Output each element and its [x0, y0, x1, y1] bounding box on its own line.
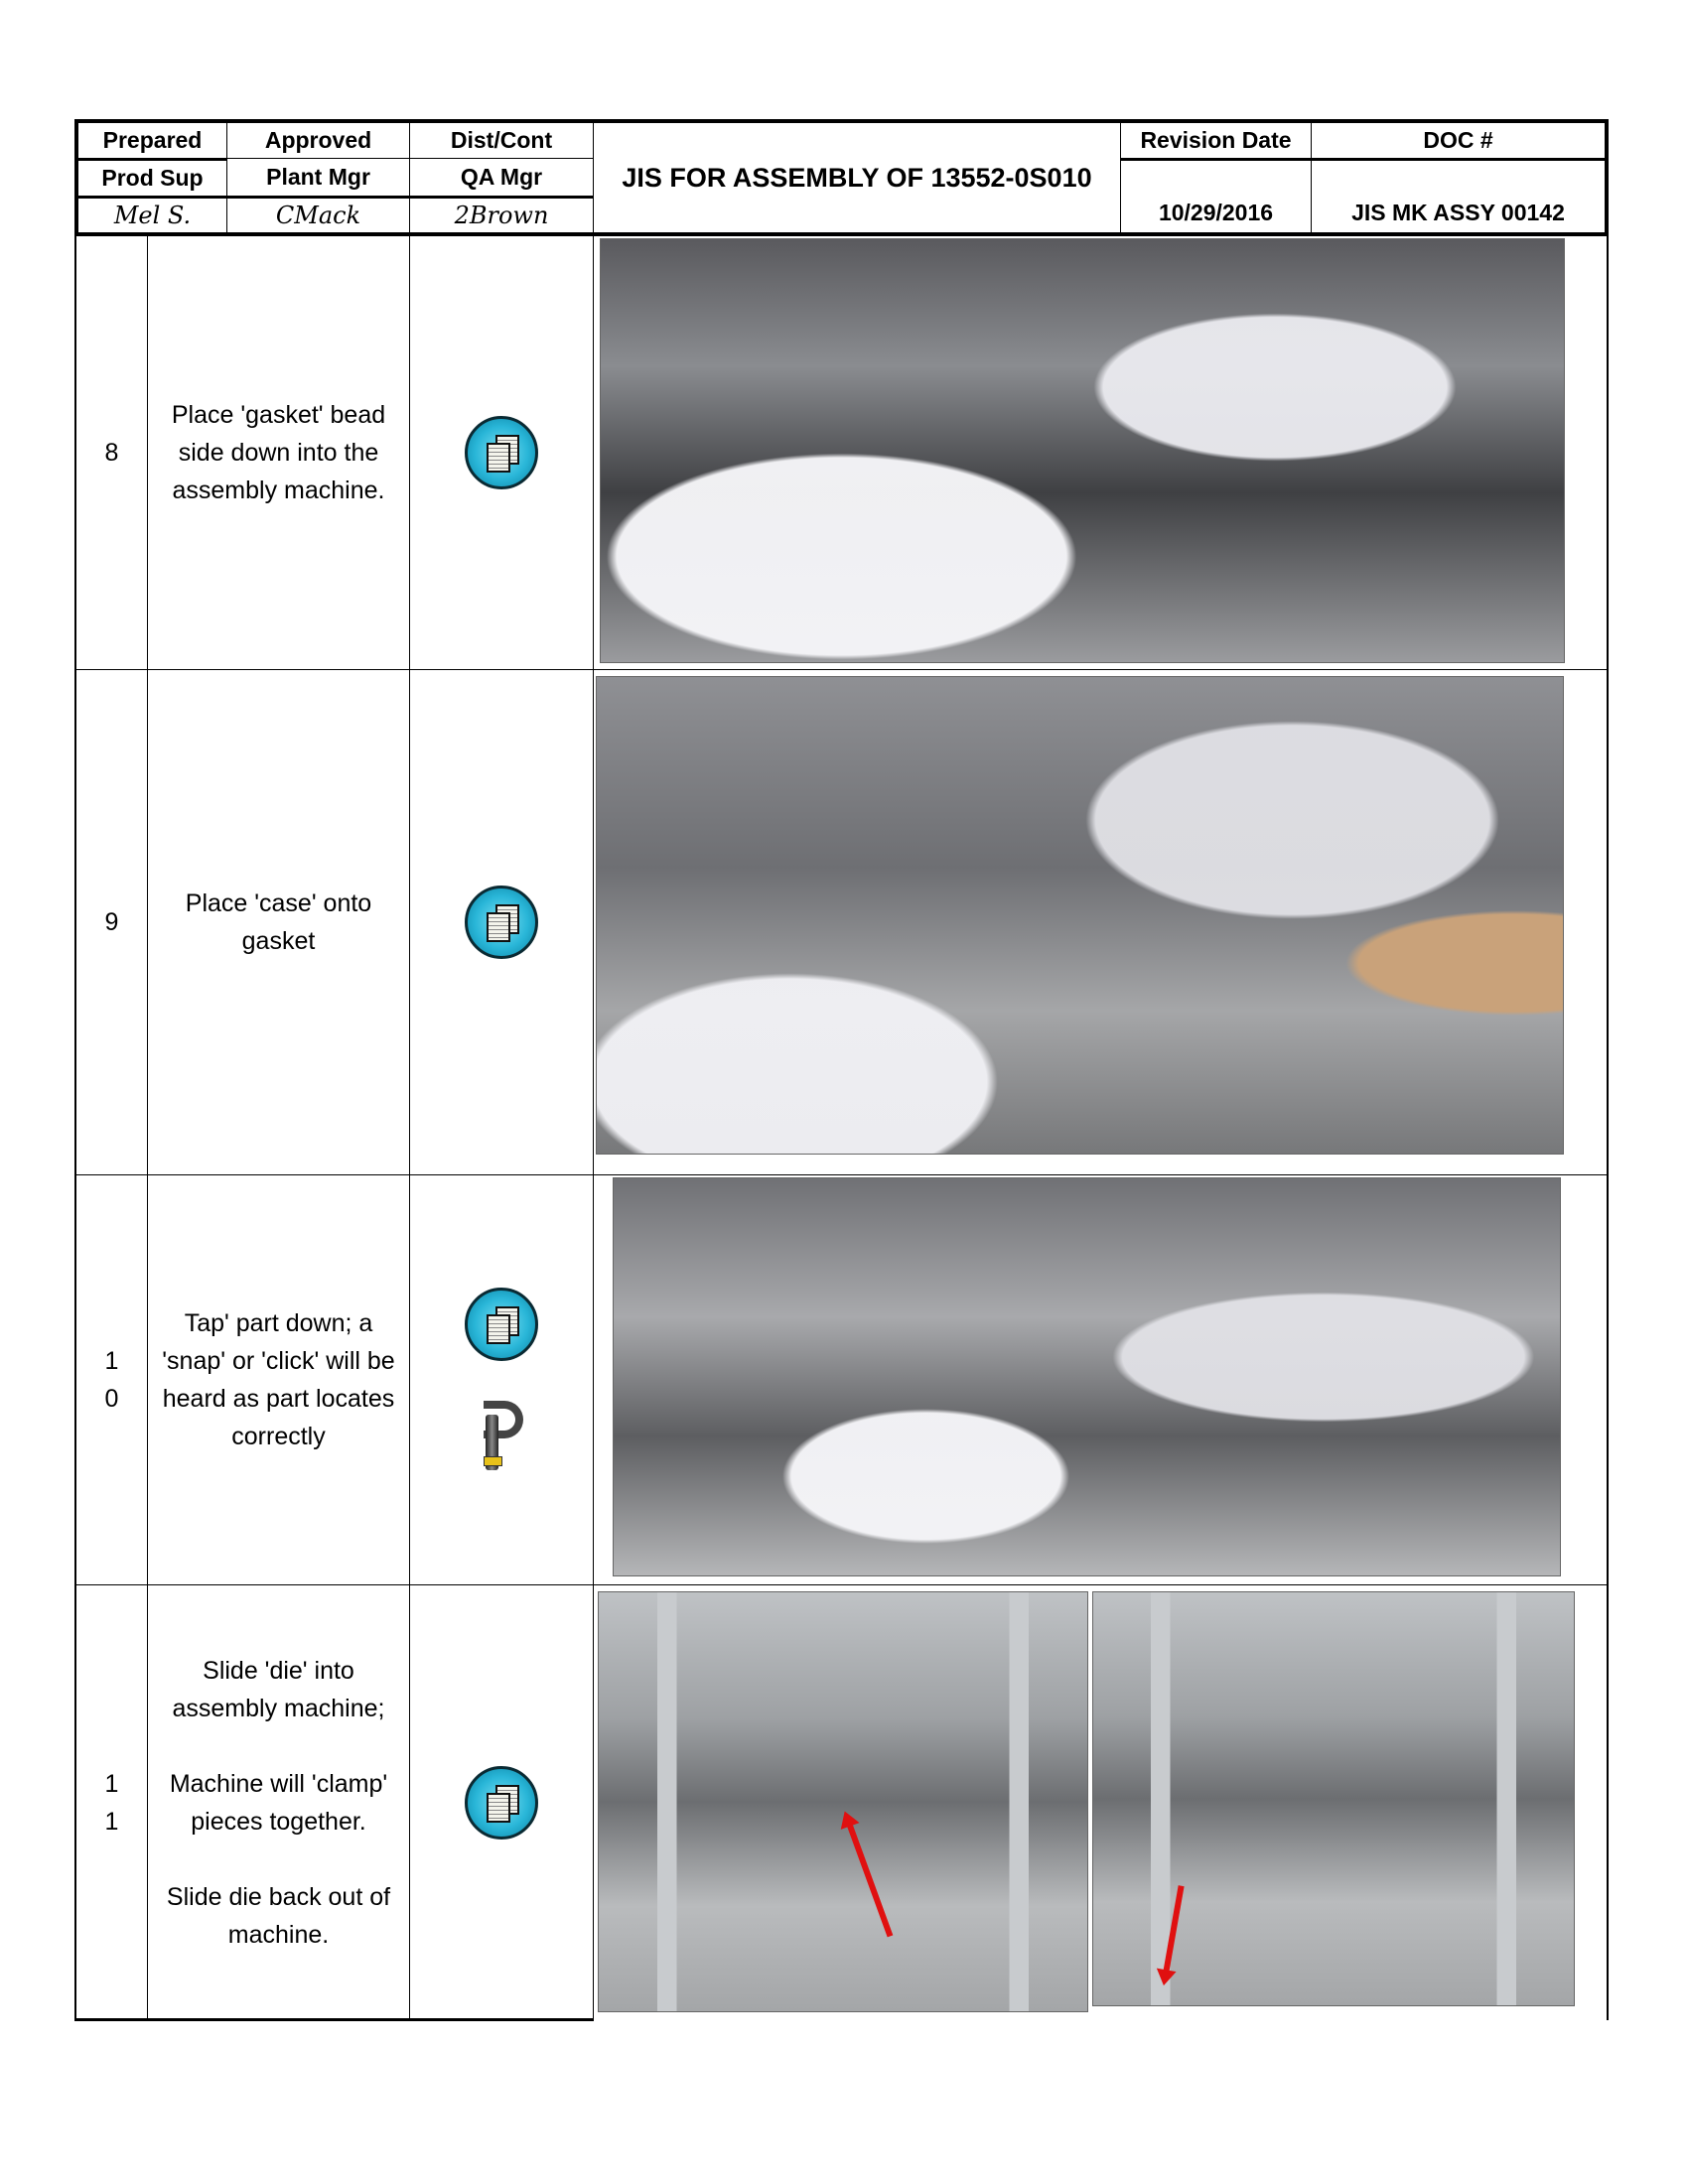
- photo-caption: [605, 1133, 865, 1148]
- step-number-digit: 8: [104, 438, 119, 467]
- description-line: 'snap' or 'click' will be: [162, 1347, 395, 1375]
- step-number-9: [74, 669, 148, 1175]
- document-reference-icon[interactable]: [465, 886, 538, 959]
- step-number-digit: 1: [104, 1769, 119, 1798]
- step-photo-8: [600, 238, 1565, 663]
- step-number-digit: 0: [104, 1385, 119, 1413]
- description-line: Slide 'die' into: [203, 1656, 354, 1685]
- approved-signature: CMack: [226, 196, 410, 236]
- document-reference-icon[interactable]: [465, 1766, 538, 1840]
- arrow-in-icon: [847, 1824, 894, 1938]
- step-description-8: [147, 234, 410, 670]
- dist-cont-role: QA Mgr: [409, 158, 594, 197]
- step-photo-9: [596, 676, 1564, 1155]
- step-photo-10: [613, 1177, 1561, 1576]
- step-number-11: [74, 1584, 148, 2020]
- description-line: Slide die back out of: [166, 1882, 391, 1911]
- dist-cont-label: Dist/Cont: [409, 119, 594, 159]
- description-line: Place 'gasket' bead: [171, 400, 386, 429]
- step-icons-9: [409, 669, 594, 1175]
- photo-caption: [622, 1555, 846, 1570]
- step-icons-11: [409, 1584, 594, 2020]
- description-line: heard as part locates: [162, 1385, 395, 1413]
- step-description-10: [147, 1174, 410, 1585]
- description-line: assembly machine.: [172, 476, 385, 504]
- doc-number-label: DOC #: [1311, 119, 1609, 159]
- photo-caption: [607, 1990, 850, 2005]
- caliper-measurement-icon[interactable]: [476, 1401, 527, 1472]
- description-line: pieces together.: [191, 1807, 366, 1836]
- approved-role: Plant Mgr: [226, 158, 410, 197]
- step-number-10: [74, 1174, 148, 1585]
- description-line: Machine will 'clamp': [169, 1769, 388, 1798]
- description-line: machine.: [227, 1920, 330, 1949]
- dist-cont-signature: 2Brown: [409, 196, 594, 236]
- step-number-digit: 9: [104, 908, 119, 936]
- step-icons-8: [409, 234, 594, 670]
- description-line: gasket: [241, 927, 316, 955]
- prepared-label: Prepared: [74, 119, 227, 159]
- arrow-out-icon: [1163, 1885, 1184, 1973]
- step-number-8: [74, 234, 148, 670]
- photo-caption: [609, 641, 1025, 656]
- prepared-role: Prod Sup: [74, 158, 227, 197]
- approved-label: Approved: [226, 119, 410, 159]
- description-line: side down into the: [178, 438, 379, 467]
- description-line: correctly: [231, 1423, 326, 1450]
- step-photo-11-die-in: [598, 1591, 1088, 2012]
- table-bottom-border: [74, 2018, 594, 2021]
- revision-date-value: 10/29/2016: [1120, 158, 1312, 236]
- step-number-digit: 1: [104, 1347, 119, 1375]
- description-line: Tap' part down; a: [184, 1309, 373, 1337]
- step-icons-10: [409, 1174, 594, 1585]
- revision-date-label: Revision Date: [1120, 119, 1312, 159]
- step-description-9: [147, 669, 410, 1175]
- description-line: Place 'case' onto: [185, 889, 372, 917]
- prepared-signature: Mel S.: [74, 196, 227, 236]
- step-photo-11-die-out: [1092, 1591, 1575, 2006]
- step-number-digit: 1: [104, 1807, 119, 1836]
- document-title: JIS FOR ASSEMBLY OF 13552-0S010: [593, 119, 1121, 236]
- description-line: assembly machine;: [172, 1694, 385, 1722]
- doc-number-value: JIS MK ASSY 00142: [1311, 158, 1609, 236]
- document-reference-icon[interactable]: [465, 416, 538, 489]
- step-description-11: [147, 1584, 410, 2020]
- document-reference-icon[interactable]: [465, 1288, 538, 1361]
- photo-caption: [1101, 1984, 1395, 1999]
